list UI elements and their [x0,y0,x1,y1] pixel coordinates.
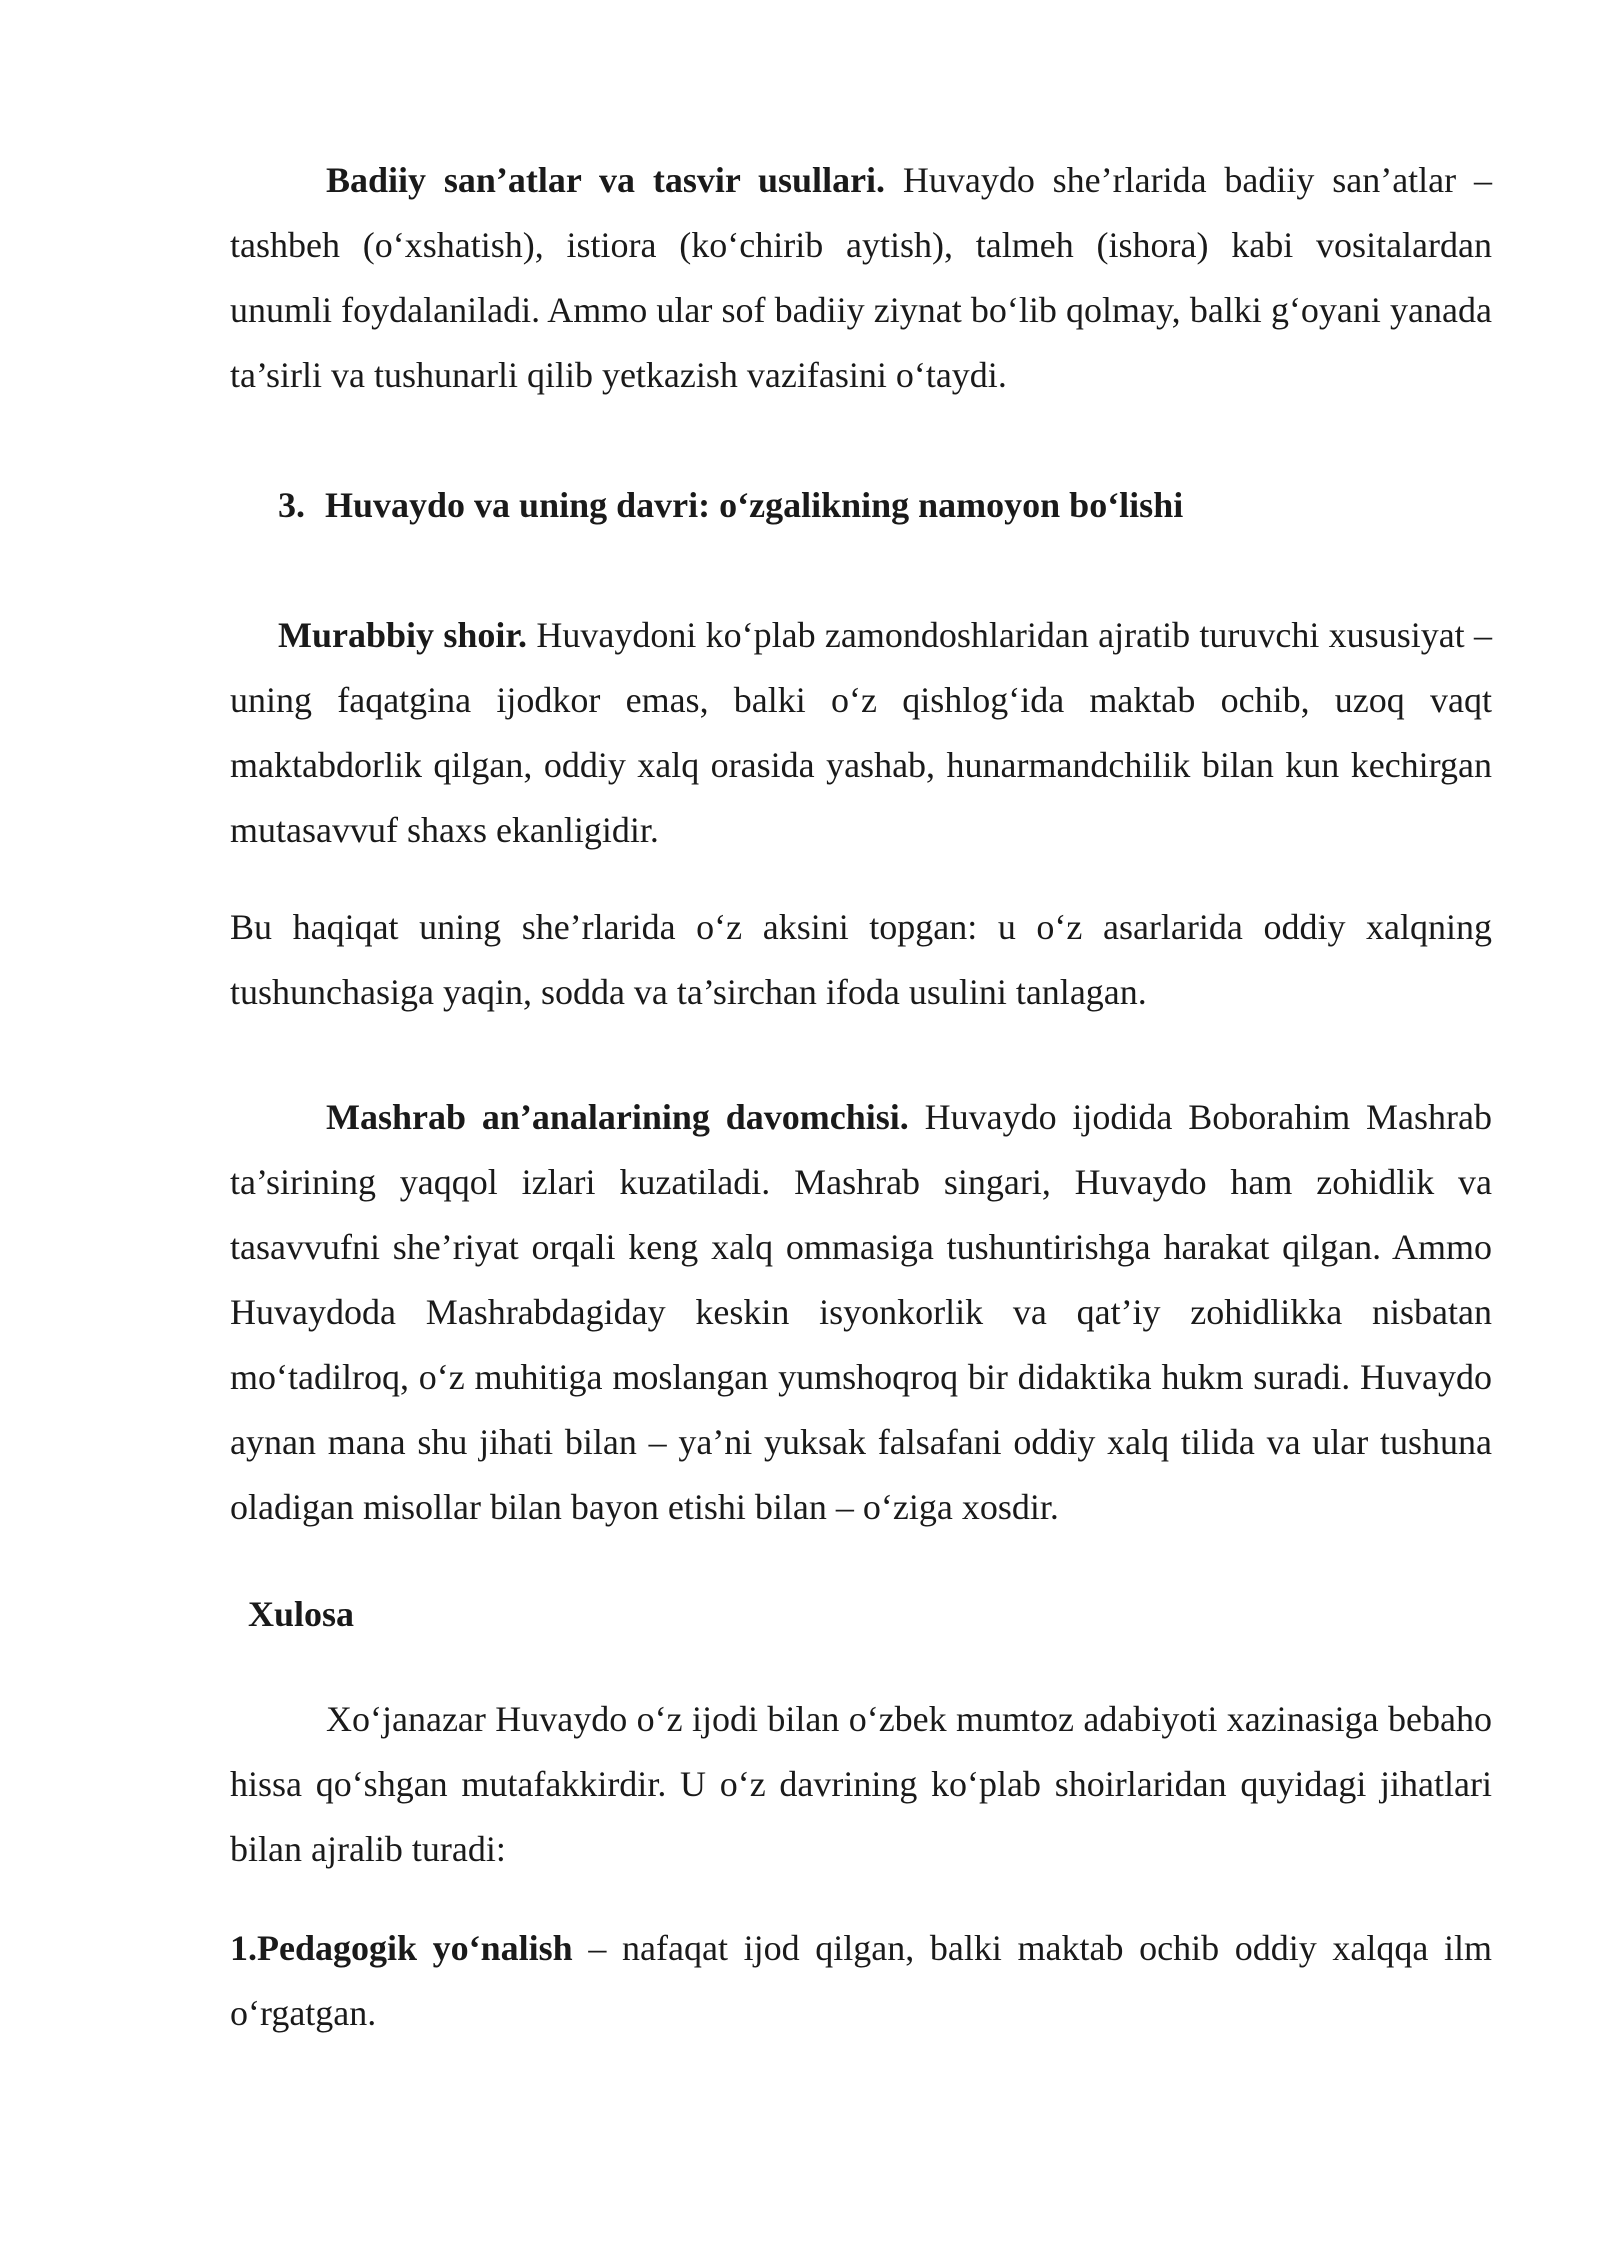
paragraph-xulosa-text: Xo‘janazar Huvaydo o‘z ijodi bilan o‘zbek mumtoz adabiyoti xazinasiga bebaho hissa qo‘shgan mutafakkirdir. U o‘z davrining ko‘plab shoirlaridan quyidagi jihatlari bilan ajralib turadi: [230,1699,1492,1869]
paragraph-xulosa [230,1687,1492,1882]
paragraph-badiiy-text: Huvaydo she’rlarida badiiy san’atlar – tashbeh (o‘xshatish), istiora (ko‘chirib aytish), talmeh (ishora) kabi vositalardan unumli foydalaniladi. Ammo ular sof badiiy ziynat bo‘lib qolmay, balki g‘oyani yanada ta’sirli va tushunarli qilib yetkazish vazifasini o‘taydi. [230,160,1492,395]
paragraph-murabbiy-text: Huvaydoni ko‘plab zamondoshlaridan ajratib turuvchi xususiyat – uning faqatgina ijodkor emas, balki o‘z qishlog‘ida maktab ochib, uzoq vaqt maktabdorlik qilgan, oddiy xalq orasida yashab, hunarmandchilik bilan kun kechirgan mutasavvuf shaxs ekanligidir. [230,615,1492,850]
paragraph-mashrab-lead: Mashrab an’analarining davomchisi. [326,1097,909,1137]
paragraph-murabbiy-lead: Murabbiy shoir. [278,615,528,655]
list-item-1-text: – nafaqat ijod qilgan, balki maktab ochib oddiy xalqqa ilm o‘rgatgan. [230,1928,1492,2033]
section-heading-title: Huvaydo va uning davri: o‘zgalikning namoyon bo‘lishi [325,485,1184,525]
page-content [230,148,1492,2046]
paragraph-murabbiy [230,603,1492,863]
paragraph-badiiy [230,148,1492,408]
section-heading-number: 3. [278,485,305,525]
paragraph-badiiy-lead: Badiiy san’atlar va tasvir usullari. [326,160,886,200]
paragraph-mashrab [230,1085,1492,1540]
paragraph-haqiqat-text: Bu haqiqat uning she’rlarida o‘z aksini topgan: u o‘z asarlarida oddiy xalqning tushunchasiga yaqin, sodda va ta’sirchan ifoda usulini tanlagan. [230,907,1492,1012]
paragraph-haqiqat [230,895,1492,1025]
paragraph-mashrab-text: Huvaydo ijodida Boborahim Mashrab ta’sirining yaqqol izlari kuzatiladi. Mashrab singari, Huvaydo ham zohidlik va tasavvufni she’riyat orqali keng xalq ommasiga tushuntirishga harakat qilgan. Ammo Huvaydoda Mashrabdagiday keskin isyonkorlik va qat’iy zohidlikka nisbatan mo‘tadilroq, o‘z muhitiga moslangan yumshoqroq bir didaktika hukm suradi. Huvaydo aynan mana shu jihati bilan – ya’ni yuksak falsafani oddiy xalq tilida va ular tushuna oladigan misollar bilan bayon etishi bilan – o‘ziga xosdir. [230,1097,1492,1527]
list-item-1 [230,1916,1492,2046]
section-heading-3 [230,473,1492,538]
list-item-1-lead: 1.Pedagogik yo‘nalish [230,1928,573,1968]
xulosa-heading: Xulosa [248,1594,355,1634]
